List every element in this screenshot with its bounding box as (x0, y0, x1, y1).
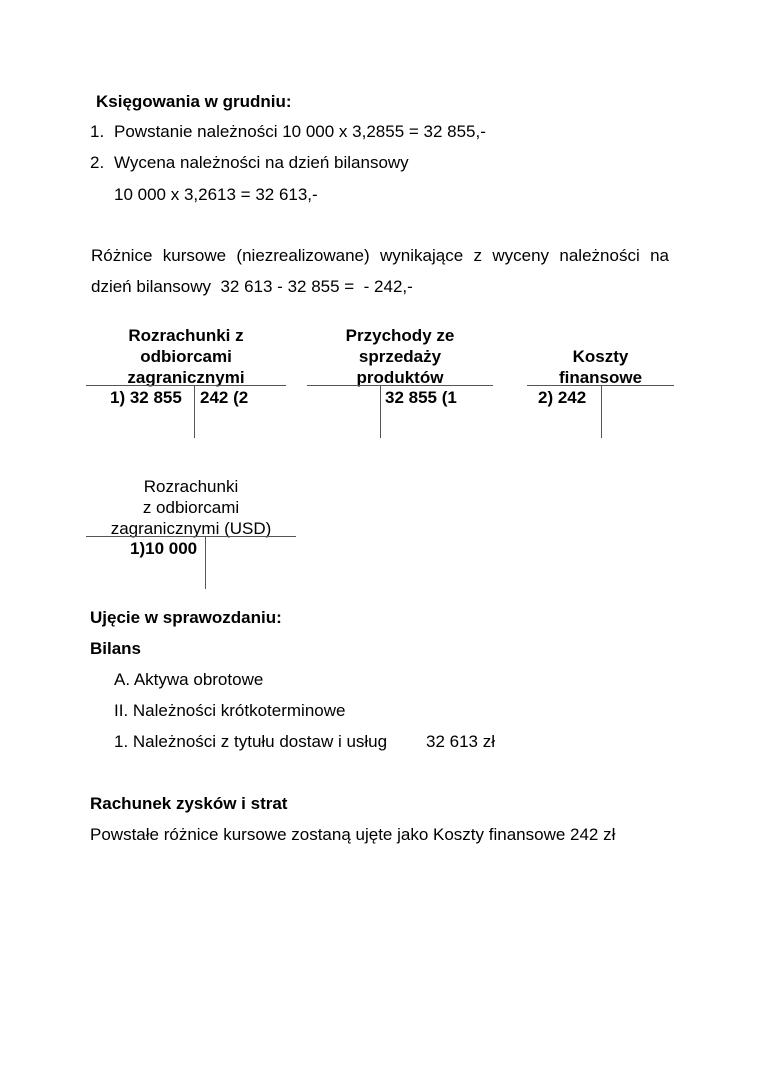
debit-entry: 2) 242 (538, 388, 587, 407)
account-title-line: odbiorcami (140, 347, 232, 366)
debit-entry: 1) 32 855 (110, 388, 182, 407)
account-vertical-line (601, 386, 602, 438)
account-vertical-line (194, 386, 195, 438)
account-title-line: Przychody ze (345, 326, 455, 345)
account-vertical-line (380, 386, 381, 438)
account-title (86, 325, 286, 388)
exchange-difference-paragraph (91, 240, 669, 302)
paragraph-line: dzień bilansowy 32 613 - 32 855 = - 242,- (91, 277, 413, 296)
account-title (86, 476, 296, 539)
account-horizontal-line (86, 385, 286, 386)
bilans-item: 1. Należności z tytułu dostaw i usług (114, 732, 388, 751)
account-title-line: Koszty (572, 347, 629, 366)
section-heading: Księgowania w grudniu: (96, 92, 292, 111)
account-title-line: produktów (356, 368, 444, 387)
account-title-line: zagranicznymi (127, 368, 245, 387)
list-item-number: 1. (90, 122, 105, 141)
report-heading: Ujęcie w sprawozdaniu: (90, 608, 282, 627)
list-item-number: 2. (90, 153, 105, 172)
list-item-text: Wycena należności na dzień bilansowy (114, 153, 409, 172)
account-title-line: zagranicznymi (USD) (110, 519, 272, 538)
debit-entry: 1)10 000 (130, 539, 198, 558)
account-title-line: finansowe (558, 368, 643, 387)
paragraph-line: Różnice kursowe (niezrealizowane) wynikające z wyceny należności na (91, 246, 669, 265)
account-title-line: sprzedaży (358, 347, 442, 366)
account-title (527, 346, 674, 388)
list-continuation: 10 000 x 3,2613 = 32 613,- (114, 185, 318, 204)
account-title (307, 325, 493, 388)
account-title-line: Rozrachunki z (128, 326, 244, 345)
account-title-line: z odbiorcami (142, 498, 240, 517)
credit-entry: 242 (2 (200, 388, 249, 407)
rzis-text: Powstałe różnice kursowe zostaną ujęte jako Koszty finansowe 242 zł (90, 825, 616, 844)
bilans-value: 32 613 zł (426, 732, 495, 751)
account-horizontal-line (86, 536, 296, 537)
list-item-text: Powstanie należności 10 000 x 3,2855 = 32 855,- (114, 122, 486, 141)
account-horizontal-line (307, 385, 493, 386)
account-vertical-line (205, 537, 206, 589)
rzis-heading: Rachunek zysków i strat (90, 794, 288, 813)
bilans-heading: Bilans (90, 639, 142, 658)
account-title-line: Rozrachunki (143, 477, 239, 496)
bilans-item: A. Aktywa obrotowe (114, 670, 264, 689)
credit-entry: 32 855 (1 (385, 388, 457, 407)
bilans-item: II. Należności krótkoterminowe (114, 701, 346, 720)
